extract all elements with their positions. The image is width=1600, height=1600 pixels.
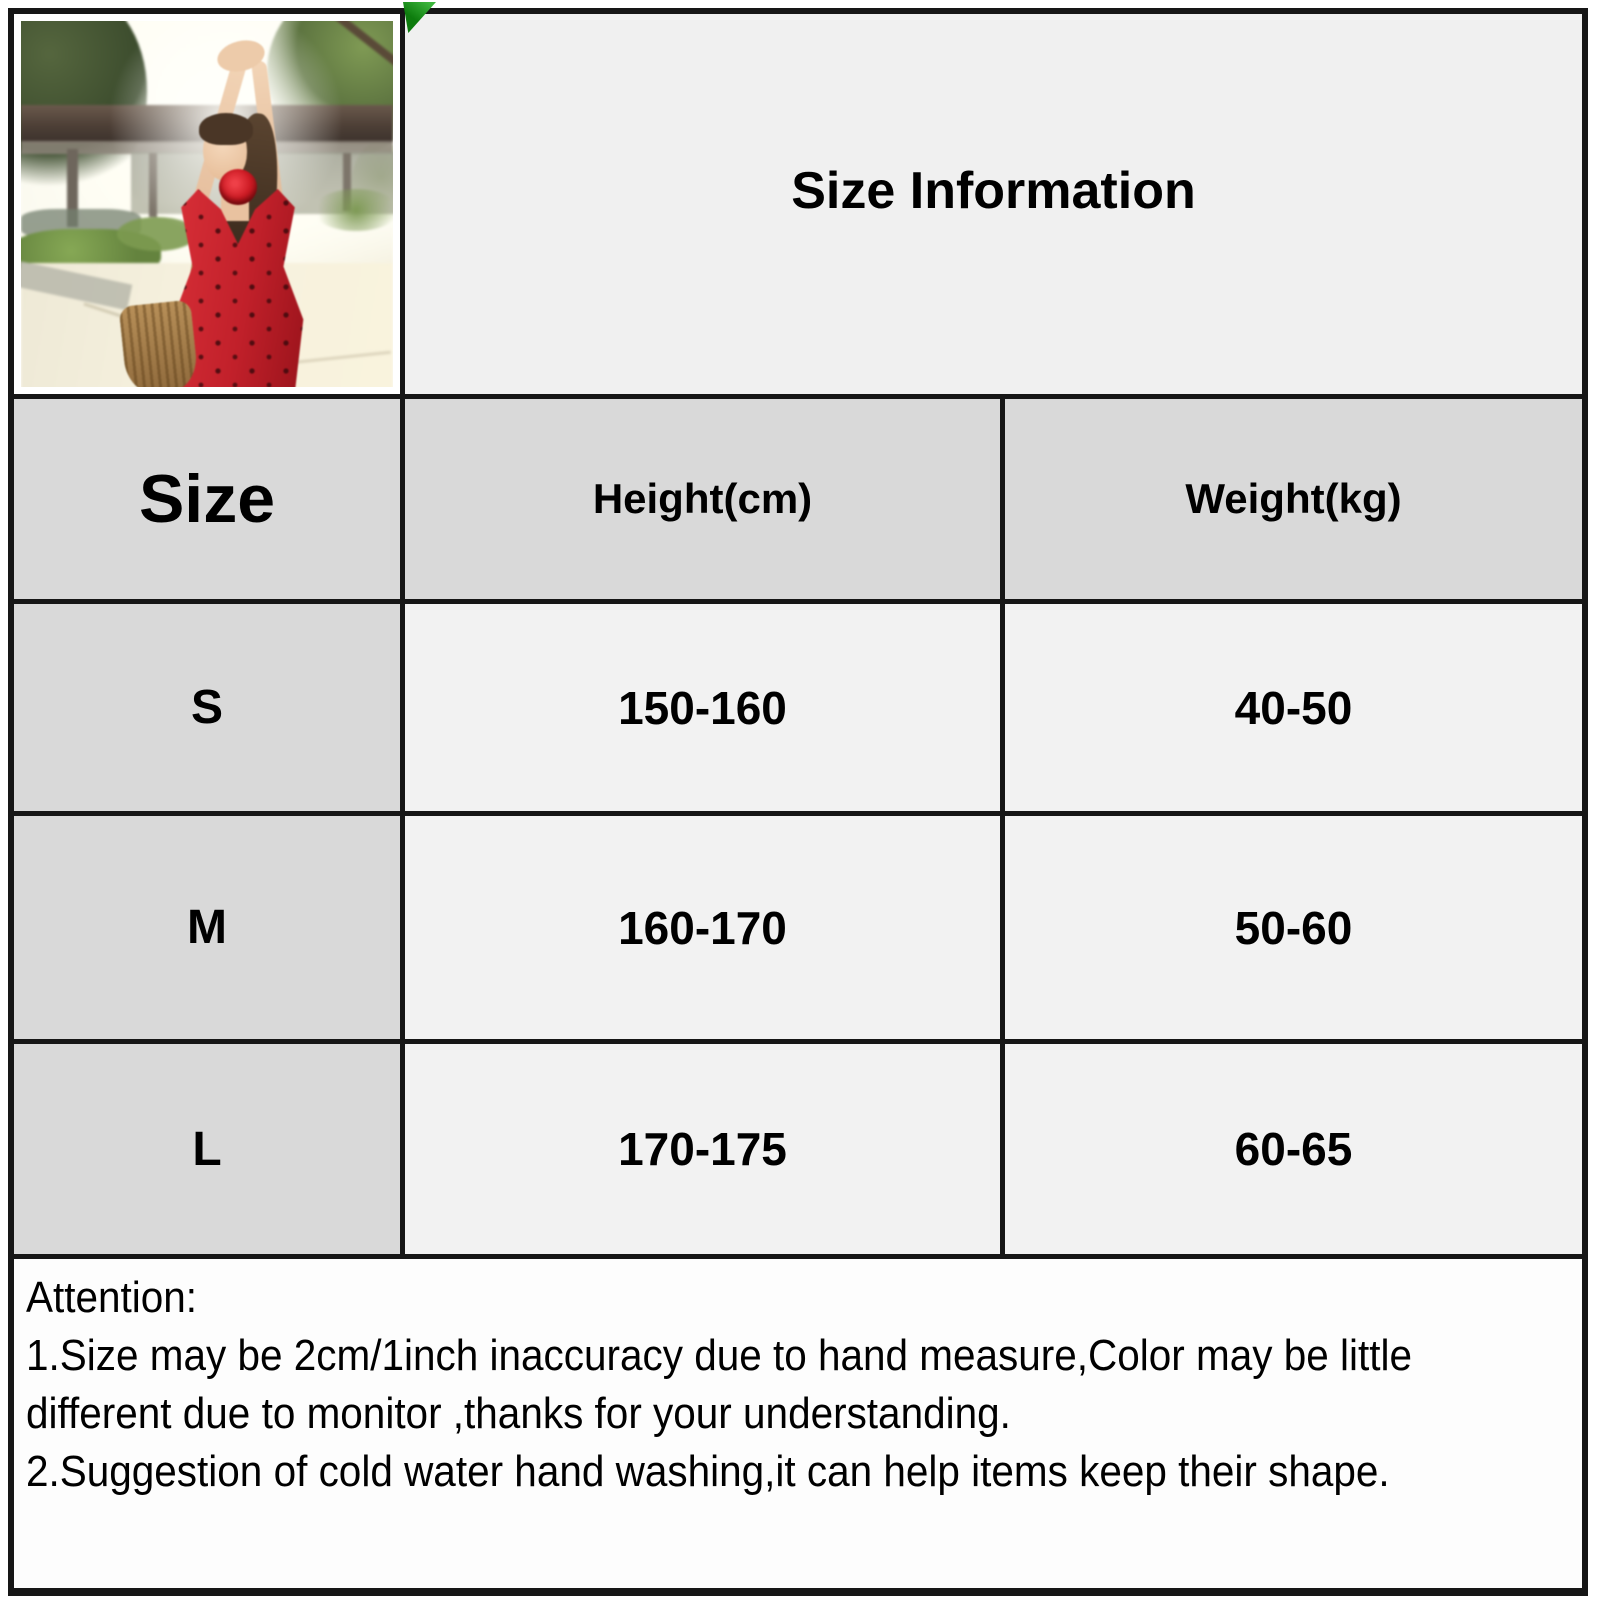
table-row-s-size-cell bbox=[14, 604, 405, 816]
table-row-m-weight-cell bbox=[1005, 816, 1582, 1044]
weight-value: 50-60 bbox=[1234, 901, 1353, 954]
table-row-l-weight-cell bbox=[1005, 1044, 1582, 1259]
table-row-l-height-cell bbox=[405, 1044, 1005, 1259]
page-title: Size Information bbox=[791, 162, 1196, 220]
table-row-m-size-cell bbox=[14, 816, 405, 1044]
column-header-weight-label: Weight(kg) bbox=[1185, 475, 1402, 522]
model-bangs bbox=[199, 113, 253, 145]
attention-note-1-cont: different due to monitor ,thanks for your understanding. bbox=[26, 1389, 1011, 1438]
size-label: M bbox=[187, 901, 227, 954]
column-header-weight bbox=[1005, 399, 1582, 604]
fringe-bag bbox=[118, 299, 199, 387]
table-row-m-height-cell bbox=[405, 816, 1005, 1044]
height-value: 150-160 bbox=[618, 681, 787, 734]
column-header-height-label: Height(cm) bbox=[592, 475, 813, 522]
attention-heading: Attention: bbox=[26, 1273, 198, 1322]
product-photo bbox=[21, 21, 393, 387]
height-value: 170-175 bbox=[618, 1123, 787, 1175]
weight-value: 40-50 bbox=[1234, 681, 1353, 734]
photo-model bbox=[21, 21, 393, 387]
height-value: 160-170 bbox=[618, 901, 787, 954]
table-row-s-height-cell bbox=[405, 604, 1005, 816]
photo-cell bbox=[14, 14, 405, 399]
table-row-s-weight-cell bbox=[1005, 604, 1582, 816]
attention-section bbox=[14, 1259, 1582, 1588]
size-label: S bbox=[190, 681, 223, 734]
table-row-l-size-cell bbox=[14, 1044, 405, 1259]
weight-value: 60-65 bbox=[1234, 1123, 1353, 1175]
red-flower-corsage bbox=[219, 169, 257, 205]
attention-note-2: 2.Suggestion of cold water hand washing,it can help items keep their shape. bbox=[26, 1447, 1390, 1496]
column-header-height bbox=[405, 399, 1005, 604]
title-cell bbox=[405, 14, 1582, 399]
attention-note-1: 1.Size may be 2cm/1inch inaccuracy due to hand measure,Color may be little bbox=[26, 1331, 1413, 1380]
size-label: L bbox=[192, 1122, 222, 1176]
column-header-size-label: Size bbox=[138, 461, 276, 537]
column-header-size bbox=[14, 399, 405, 604]
size-table bbox=[8, 8, 1588, 1596]
